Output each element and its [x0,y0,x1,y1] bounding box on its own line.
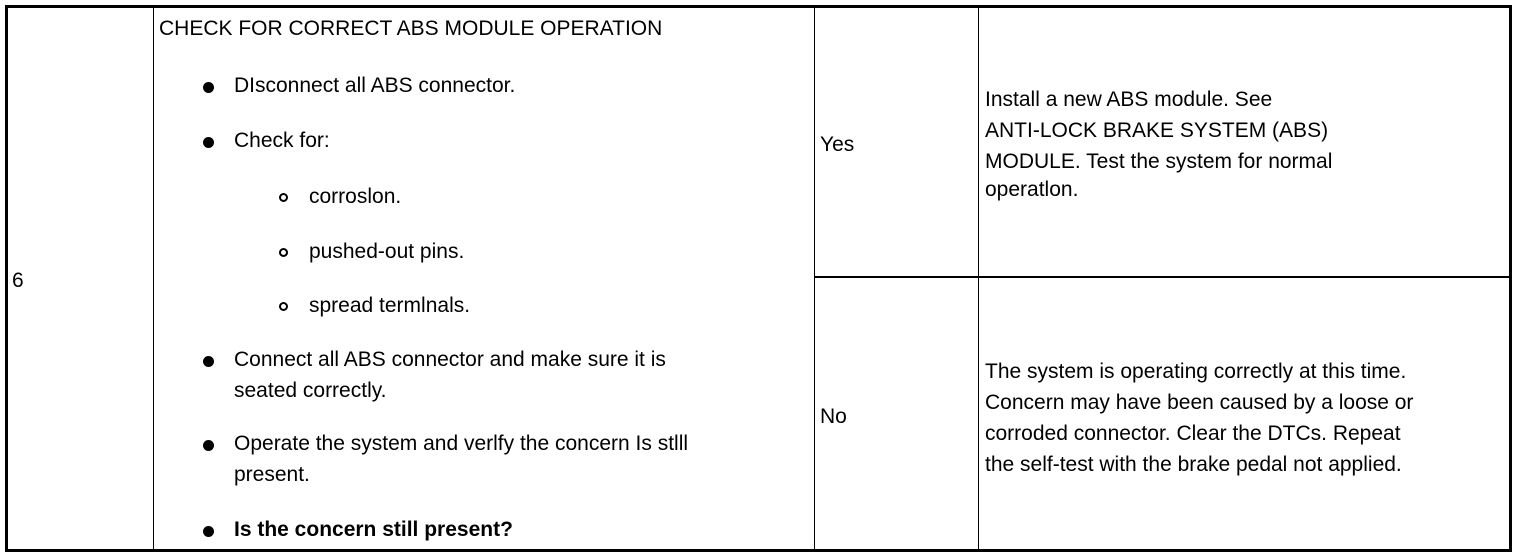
sub-bullet-icon [279,193,288,202]
instruction-item: Connect all ABS connector and make sure it is [234,348,666,371]
diagnostic-table [5,5,1512,552]
yes-action-line: operatlon. [985,178,1079,201]
yes-action-line: MODULE. Test the system for normal [985,150,1333,173]
sub-bullet-icon [279,302,288,311]
column-divider [153,8,154,549]
question-item: Is the concern still present? [234,518,513,541]
no-action-line: The system is operating correctly at this time. [985,360,1407,383]
no-label: No [820,405,847,428]
sub-bullet-icon [279,248,288,257]
yes-label: Yes [820,133,855,156]
check-item: pushed-out pins. [309,240,465,263]
check-item: corroslon. [309,185,402,208]
yes-action-line: ANTI-LOCK BRAKE SYSTEM (ABS) [985,119,1329,142]
bullet-icon [203,82,214,93]
step-number: 6 [12,269,24,292]
instruction-item: DIsconnect all ABS connector. [234,74,516,97]
instruction-item: Operate the system and verlfy the concern Is stlll [234,432,689,455]
instruction-item-continued: present. [234,463,310,486]
instruction-item-continued: seated correctly. [234,379,387,402]
bullet-icon [203,137,214,148]
bullet-icon [203,526,214,537]
no-action-line: Concern may have been caused by a loose or [985,391,1414,414]
no-action-line: the self-test with the brake pedal not applied. [985,453,1402,476]
instruction-item: Check for: [234,129,330,152]
bullet-icon [203,356,214,367]
no-action-line: corroded connector. Clear the DTCs. Repeat [985,422,1401,445]
step-title: CHECK FOR CORRECT ABS MODULE OPERATION [159,17,663,40]
row-divider [814,276,1509,278]
check-item: spread termlnals. [309,294,471,317]
bullet-icon [203,440,214,451]
yes-action-line: Install a new ABS module. See [985,88,1273,111]
column-divider [814,8,815,549]
column-divider [978,8,979,549]
